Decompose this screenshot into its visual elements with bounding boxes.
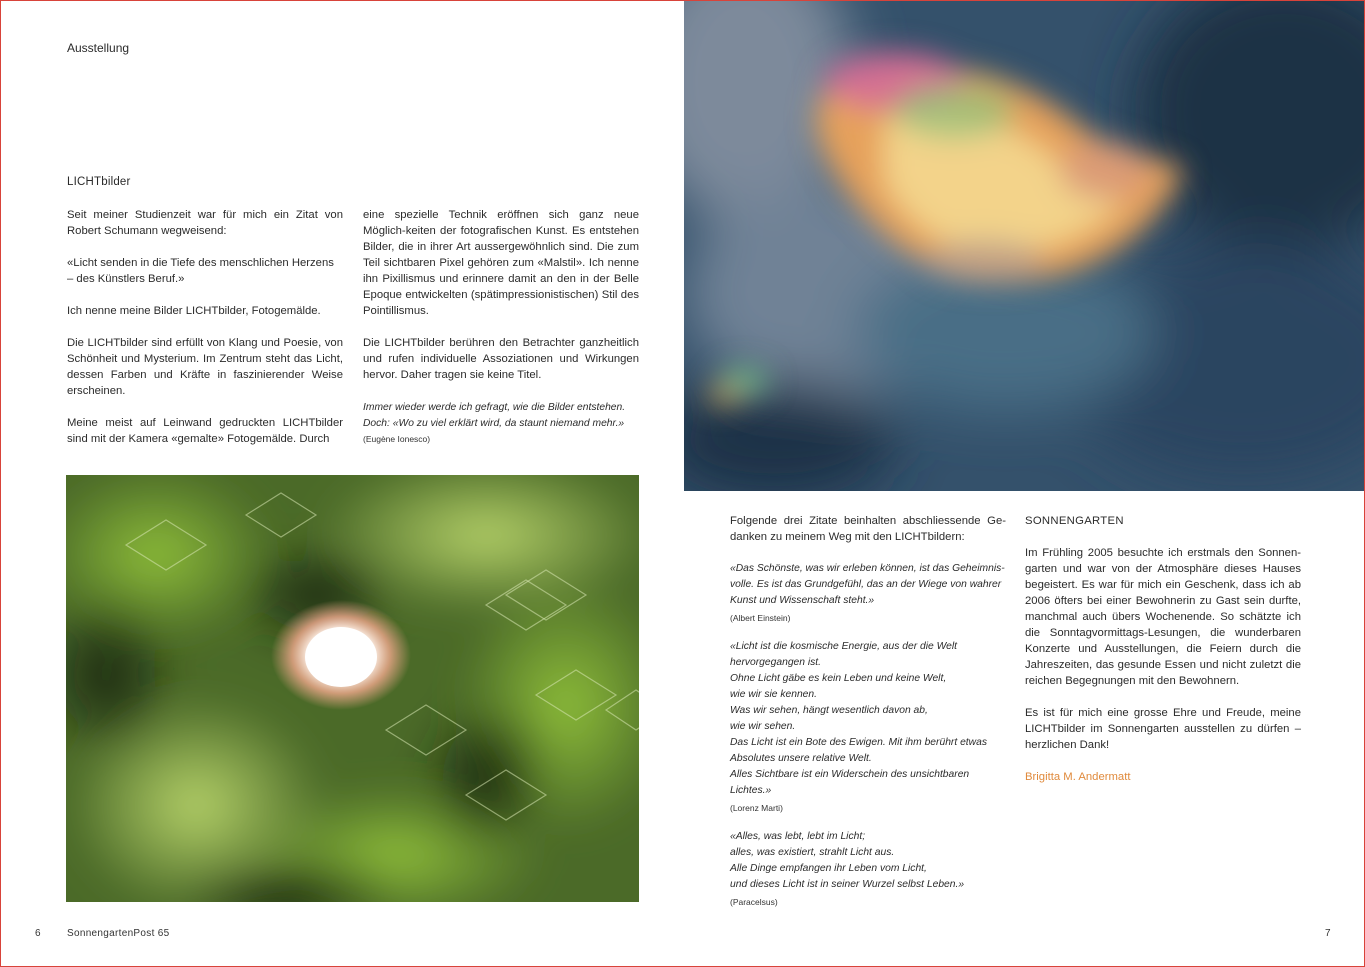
quote-source: (Paracelsus) xyxy=(730,897,778,907)
quote-line: Alles Sichtbare ist ein Widerschein des unsichtbaren Lichtes.» xyxy=(730,769,970,796)
paragraph: Im Frühling 2005 besuchte ich erstmals den Sonnen-garten und war von der Atmosphäre dieses Hauses begeistert. Es war für mich ein Geschenk, dass ich ab 2006 öfters bei einer Bewohnerin zu Gast sein durfte, manchmal auch übers Wochenende. So schätzte ich die Sonntagvormittags-Lesungen, die wunderbaren Konzerte und Ausstellungen, die Feiern durch die Jahreszeiten, das gesunde Essen und nicht zuletzt die reichen Begegnungen mit den Bewohnern. xyxy=(1025,547,1301,687)
quote-line: «Das Schönste, was wir erleben können, ist das Geheimnis- xyxy=(730,563,1005,574)
page-number-right: 7 xyxy=(1325,928,1331,939)
quote-line: Was wir sehen, hängt wesentlich davon ab, xyxy=(730,705,928,716)
einstein-quote xyxy=(730,561,1006,625)
left-column-2 xyxy=(363,207,639,446)
left-column-1 xyxy=(67,207,343,447)
quote-line: Absolutes unsere relative Welt. xyxy=(730,753,872,764)
quote-line: Immer wieder werde ich gefragt, wie die Bilder entstehen. xyxy=(363,402,626,413)
paragraph: «Licht senden in die Tiefe des menschlichen Herzens – des Künstlers Beruf.» xyxy=(67,257,334,285)
quote-line: Kunst und Wissenschaft steht.» xyxy=(730,595,875,606)
paracelsus-quote xyxy=(730,829,1006,909)
ionesco-quote xyxy=(363,400,639,446)
paragraph: Seit meiner Studienzeit war für mich ein Zitat von Robert Schumann wegweisend: xyxy=(67,209,343,237)
quote-line: «Alles, was lebt, lebt im Licht; xyxy=(730,831,866,842)
quote-line: und dieses Licht ist in seiner Wurzel selbst Leben.» xyxy=(730,879,965,890)
quote-line: volle. Es ist das Grundgefühl, das an der Wiege von wahrer xyxy=(730,579,1002,590)
lichtbild-photo-green xyxy=(66,475,639,902)
quote-source: (Lorenz Marti) xyxy=(730,803,783,813)
marti-quote xyxy=(730,639,1006,815)
paragraph: eine spezielle Technik eröffnen sich ganz neue Möglich-keiten der fotografischen Kunst. Es entstehen Bilder, die in ihrer Art aussergewöhnlich sind. Die zum Teil sichtbaren Pixel gehören zum «Malstil». Ich nenne ihn Pixillismus und erinnere damit an den in der Belle Epoque entwickelten (spätimpressionistischen) Stil des Pointillismus. xyxy=(363,209,639,317)
quote-line: Ohne Licht gäbe es kein Leben und keine Welt, xyxy=(730,673,947,684)
quote-line: hervorgegangen ist. xyxy=(730,657,822,668)
author-signature: Brigitta M. Andermatt xyxy=(1025,771,1131,783)
quote-line: wie wir sehen. xyxy=(730,721,796,732)
quote-line: «Licht ist die kosmische Energie, aus der die Welt xyxy=(730,641,958,652)
publication-name: SonnengartenPost 65 xyxy=(67,928,170,939)
paragraph: Meine meist auf Leinwand gedruckten LICHTbilder sind mit der Kamera «gemalte» Fotogemälde. Durch xyxy=(67,417,343,445)
section-heading-sonnengarten: SONNENGARTEN xyxy=(1025,515,1124,527)
quote-source: (Eugène Ionesco) xyxy=(363,434,431,444)
quote-source: (Albert Einstein) xyxy=(730,613,791,623)
quote-line: Alle Dinge empfangen ihr Leben vom Licht, xyxy=(730,863,927,874)
section-label: Ausstellung xyxy=(67,41,130,55)
paragraph: Es ist für mich eine grosse Ehre und Freude, meine LICHTbilder im Sonnengarten ausstellen zu dürfen – herzlichen Dank! xyxy=(1025,707,1301,751)
article-heading: LICHTbilder xyxy=(67,176,131,188)
lichtbild-photo-rainbow xyxy=(684,1,1365,491)
quote-line: alles, was existiert, strahlt Licht aus. xyxy=(730,847,895,858)
right-column-1 xyxy=(730,513,1006,909)
paragraph: Die LICHTbilder berühren den Betrachter ganzheitlich und rufen individuelle Assoziationen und Wirkungen hervor. Daher tragen sie keine Titel. xyxy=(363,337,639,381)
quotes-intro: Folgende drei Zitate beinhalten abschliessende Ge-danken zu meinem Weg mit den LICHTbildern: xyxy=(730,515,1006,543)
paragraph: Ich nenne meine Bilder LICHTbilder, Fotogemälde. xyxy=(67,305,321,317)
quote-line: Doch: «Wo zu viel erklärt wird, da staunt niemand mehr.» xyxy=(363,418,625,429)
quote-line: wie wir sie kennen. xyxy=(730,689,817,700)
page-number-left: 6 xyxy=(35,928,41,939)
right-column-2 xyxy=(1025,513,1301,785)
paragraph: Die LICHTbilder sind erfüllt von Klang und Poesie, von Schönheit und Mysterium. Im Zentrum steht das Licht, dessen Farben und Kräfte in faszinierender Weise erscheinen. xyxy=(67,337,343,397)
quote-line: Das Licht ist ein Bote des Ewigen. Mit ihm berührt etwas xyxy=(730,737,987,748)
